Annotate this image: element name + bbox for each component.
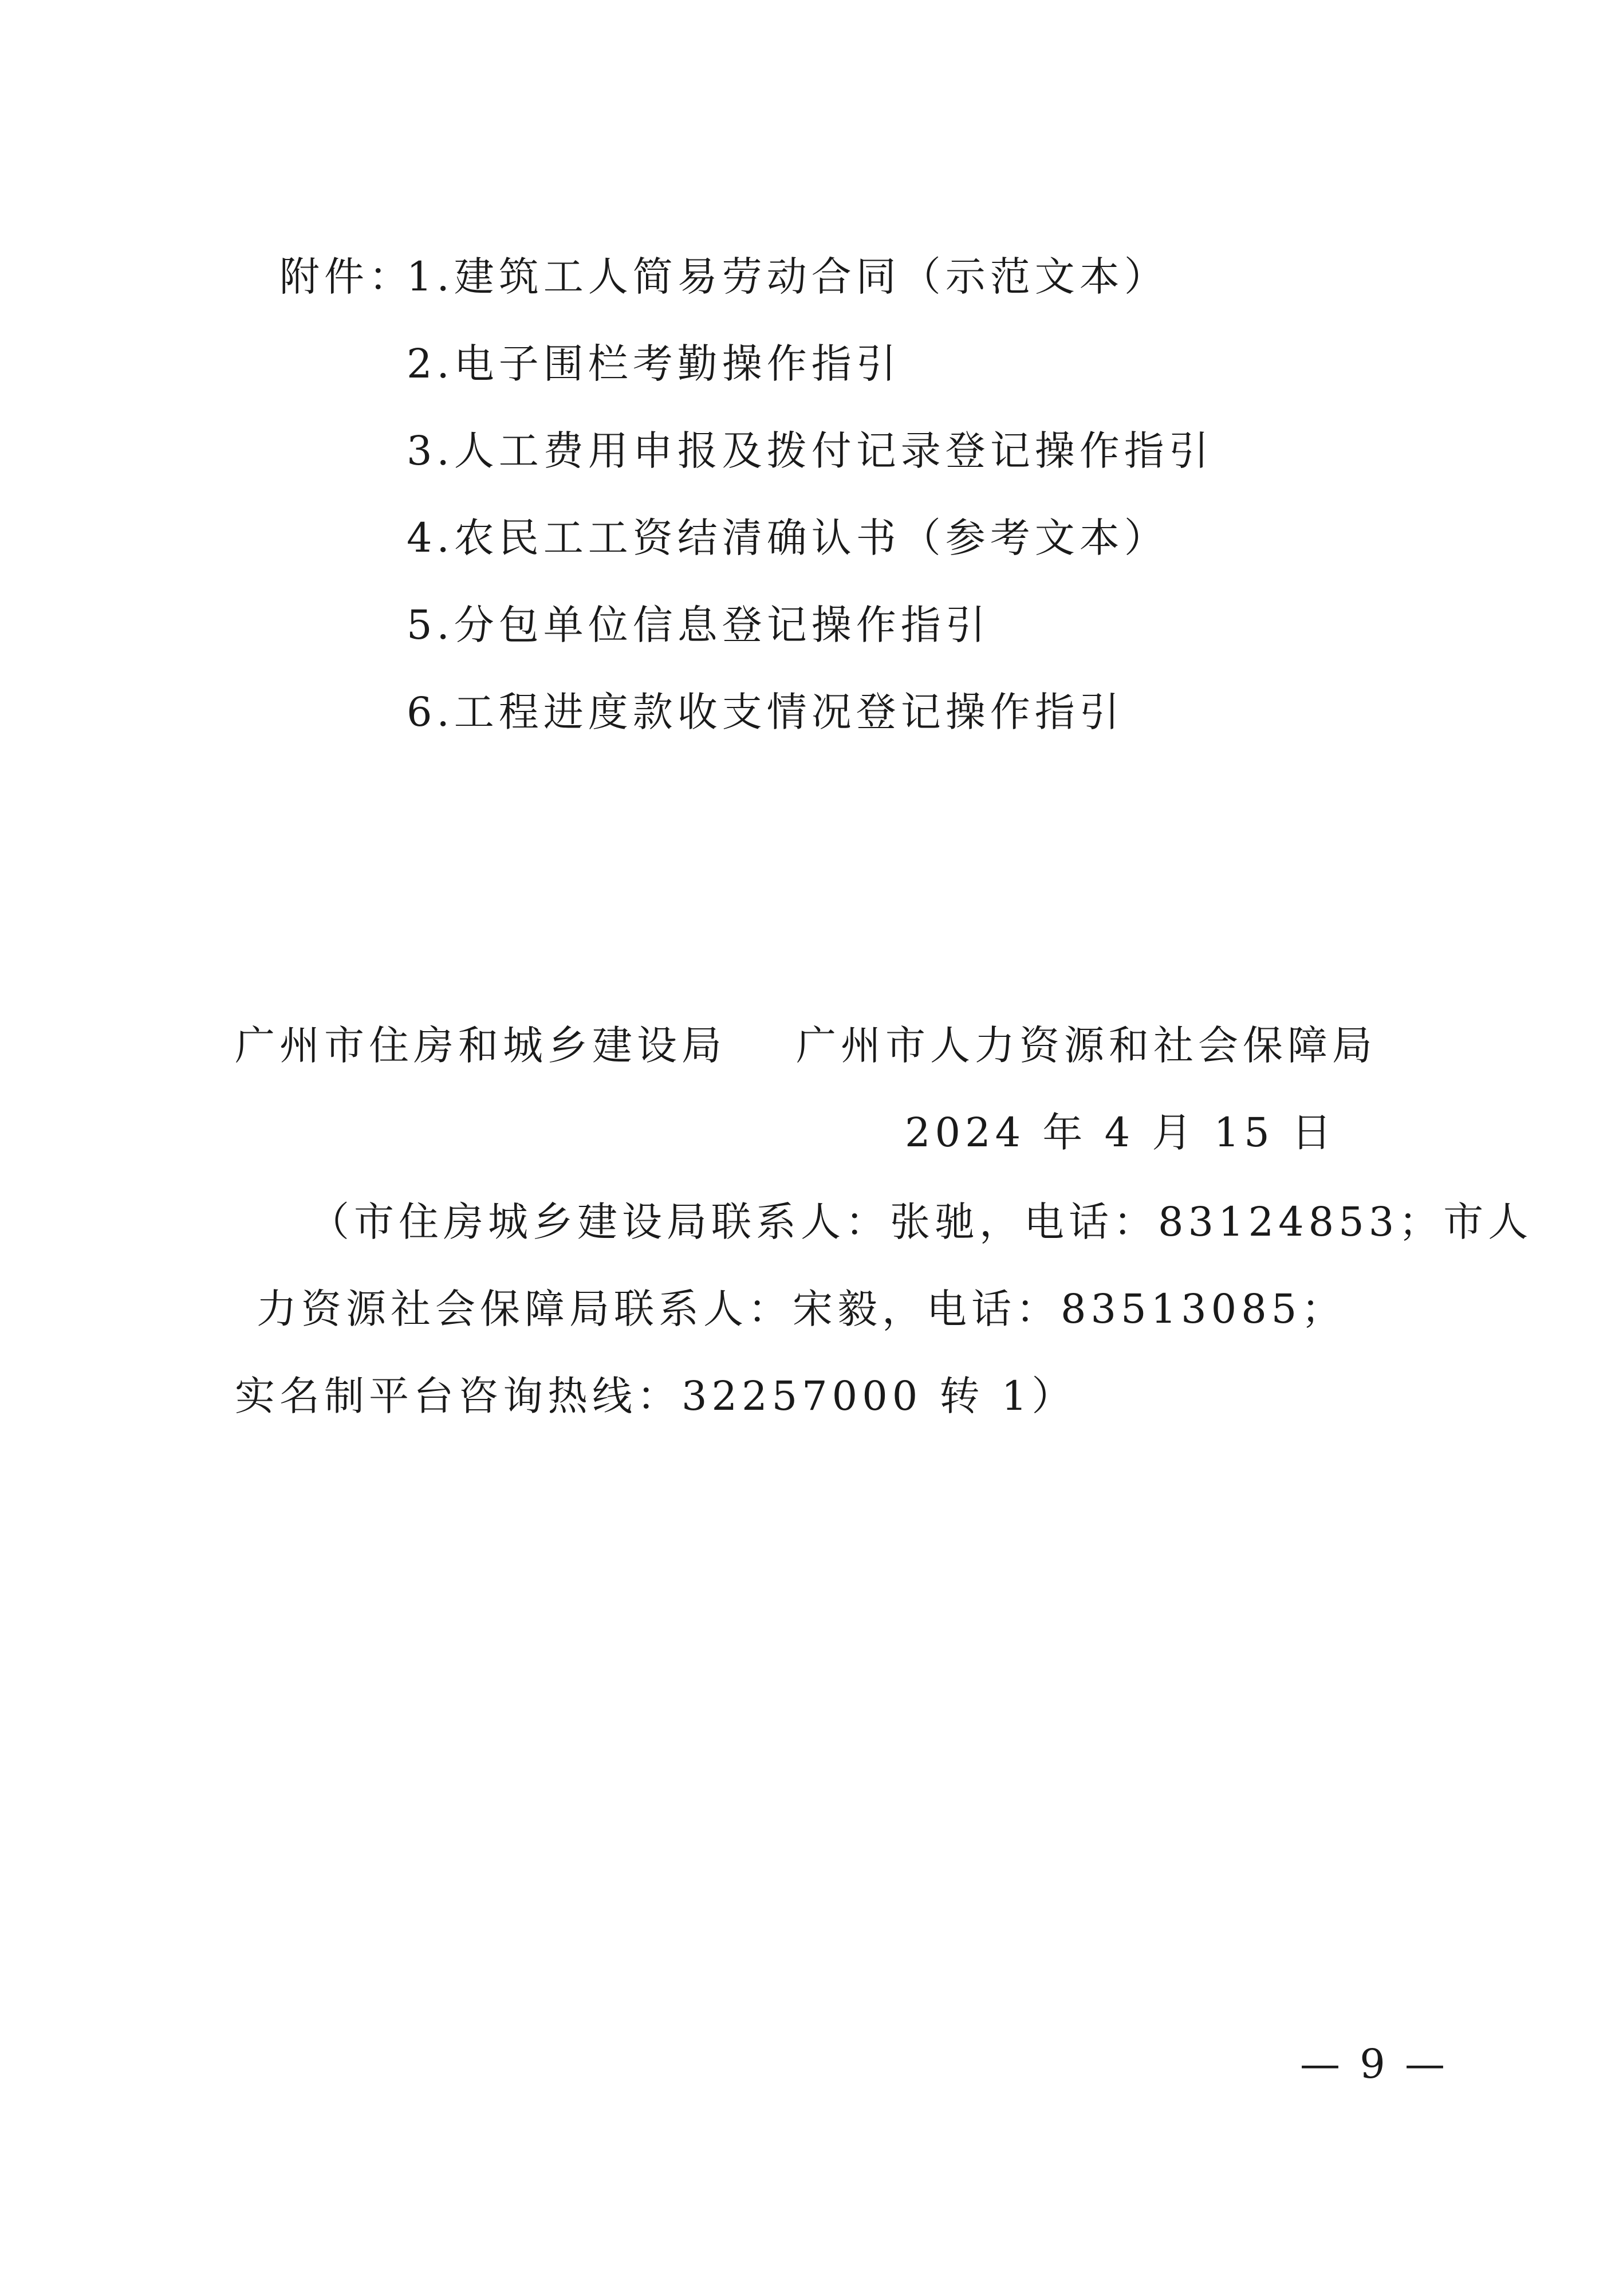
issuer-housing-bureau: 广州市住房和城乡建设局	[235, 1022, 726, 1069]
attachment-item-1: 1.建筑工人简易劳动合同（示范文本）	[407, 253, 1169, 300]
attachment-item-4: 4.农民工工资结清确认书（参考文本）	[407, 514, 1169, 561]
page-number: — 9 —	[1300, 2041, 1449, 2087]
contact-line-3: 实名制平台咨询热线：32257000 转 1）	[235, 1373, 1077, 1420]
attachment-item-6: 6.工程进度款收支情况登记操作指引	[407, 689, 1124, 736]
issuer-hr-bureau: 广州市人力资源和社会保障局	[796, 1022, 1377, 1069]
attachment-item-3: 3.人工费用申报及拨付记录登记操作指引	[407, 427, 1214, 474]
attachment-item-5: 5.分包单位信息登记操作指引	[407, 601, 990, 648]
issue-date: 2024 年 4 月 15 日	[905, 1109, 1337, 1156]
contact-line-2: 力资源社会保障局联系人：宋毅，电话：83513085；	[257, 1285, 1346, 1332]
attachments-label: 附件：	[279, 253, 413, 300]
contact-line-1: （市住房城乡建设局联系人：张驰，电话：83124853；市人	[309, 1198, 1533, 1245]
attachment-item-2: 2.电子围栏考勤操作指引	[407, 340, 901, 387]
